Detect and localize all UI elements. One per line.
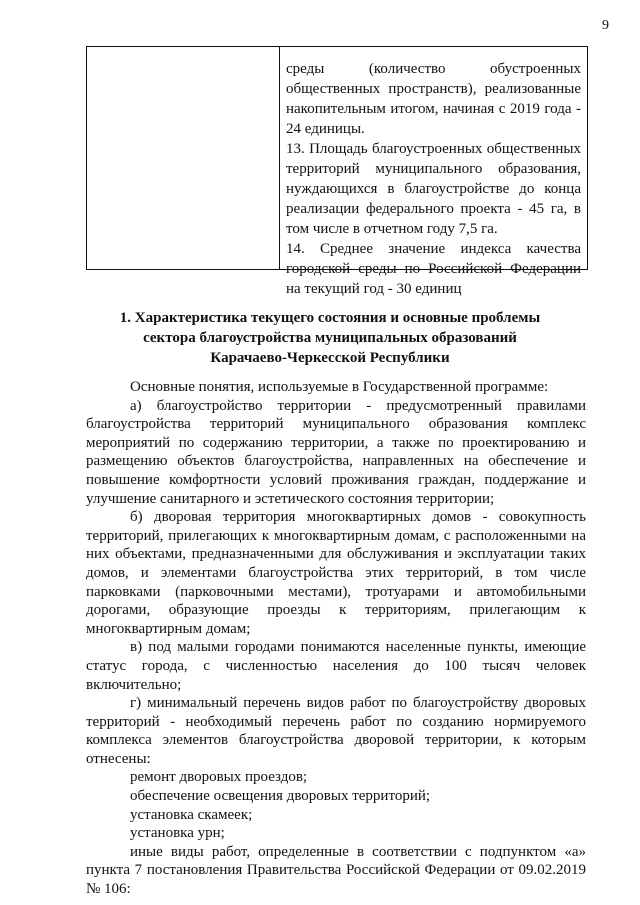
section-heading	[80, 308, 580, 368]
heading-line: сектора благоустройства муниципальных образований	[143, 330, 517, 346]
paragraph-g: г) минимальный перечень видов работ по благоустройству дворовых территорий - необходимый перечень работ по созданию нормируемого комплекса элементов благоустройства дворовой территории, к которым отнесены:	[86, 695, 586, 767]
indicator-14: 14. Среднее значение индекса качества городской среды по Российской Федерации на текущий год - 30 единиц	[286, 241, 581, 297]
paragraph-other-works: иные виды работ, определенные в соответствии с подпунктом «а» пункта 7 постановления Правительства Российской Федерации от 09.02.2019 № 106:	[86, 843, 586, 898]
heading-line: 1. Характеристика текущего состояния и основные проблемы	[119, 310, 541, 326]
list-item: обеспечение освещения дворовых территорий;	[130, 788, 431, 805]
paragraph-a: а) благоустройство территории - предусмотренный правилами благоустройства территорий муниципального образования комплекс мероприятий по содержанию территории, а также по проектированию и размещению объектов благоустройства, направленных на обеспечение и повышение комфортности условий проживания граждан, поддержание и улучшение санитарного и эстетического состояния территории;	[86, 397, 586, 507]
list-item: установка урн;	[130, 825, 225, 842]
heading-line: Карачаево-Черкесской Республики	[210, 350, 450, 366]
paragraph-intro: Основные понятия, используемые в Государственной программе:	[130, 379, 549, 395]
page-number: 9	[602, 18, 609, 33]
indicators-table	[86, 46, 588, 297]
paragraph-v: в) под малыми городами понимаются населенные пункты, имеющие статус города, с численностью населения до 100 тысяч человек включительно;	[86, 639, 586, 693]
table-cell-indicators	[280, 47, 587, 297]
table-cell-empty	[87, 47, 280, 269]
indicator-text: среды (количество обустроенных общественных пространств), реализованные накопительным итогом, начиная с 2019 года - 24 единицы.	[286, 61, 581, 137]
paragraph-b: б) дворовая территория многоквартирных домов - совокупность территорий, прилегающих к многоквартирным домам, с расположенными на них объектами, предназначенными для обслуживания и эксплуатации таких домов, и элементами благоустройства этих территорий, в том числе парковками (парковочными местами), тротуарами и автомобильными дорогами, образующие проезды к территориям, прилегающим к многоквартирным домам;	[86, 509, 586, 637]
section-body	[86, 378, 586, 899]
indicator-13: 13. Площадь благоустроенных общественных территорий муниципального образования, нуждающихся в благоустройстве до конца реализации федерального проекта - 45 га, в том числе в отчетном году 7,5 га.	[286, 141, 581, 237]
list-item: установка скамеек;	[130, 806, 253, 823]
list-item: ремонт дворовых проездов;	[130, 769, 308, 786]
